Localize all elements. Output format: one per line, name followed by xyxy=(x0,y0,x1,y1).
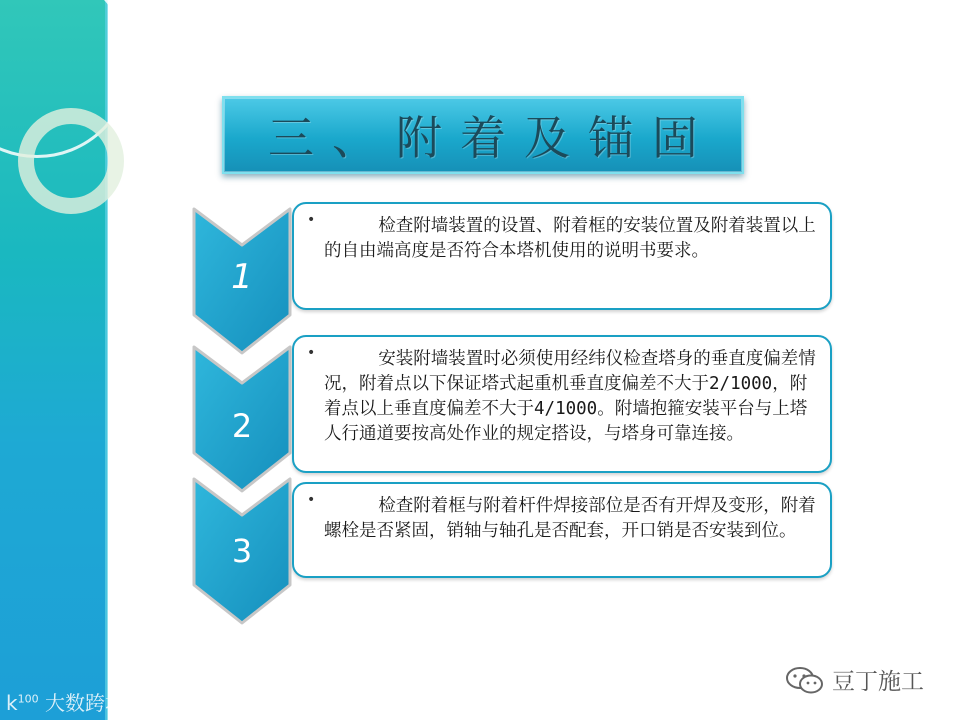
step-3-text: 检查附着框与附着杆件焊接部位是否有开焊及变形，附着螺栓是否紧固，销轴与轴孔是否配套，开口销是否安装到位。 xyxy=(324,496,816,541)
slide-title: 三、附着及锚固 xyxy=(268,111,716,165)
step-3-text-box xyxy=(292,482,832,578)
step-2-number: 2 xyxy=(231,407,253,445)
step-3-bullet: • xyxy=(307,492,316,508)
step-1-number: 1 xyxy=(231,257,253,297)
watermark-right-text: 豆丁施工 xyxy=(832,669,924,695)
step-3-number: 3 xyxy=(231,532,253,570)
step-1-bullet: • xyxy=(307,212,316,228)
step-1-text: 检查附墙装置的设置、附着框的安装位置及附着装置以上的自由端高度是否符合本塔机使用的说明书要求。 xyxy=(324,216,816,261)
wechat-icon xyxy=(784,665,826,695)
decorative-ring-small xyxy=(18,108,124,214)
watermark-left-text: 大数跨境 xyxy=(44,691,125,715)
watermark-right xyxy=(784,663,924,696)
k100-logo-icon: $k^{100}$ xyxy=(6,691,39,715)
step-2-text: 安装附墙装置时必须使用经纬仪检查塔身的垂直度偏差情况，附着点以下保证塔式起重机垂直度偏差不大于2/1000，附着点以上垂直度偏差不大于4/1000。附墙抱箍安装平台与上塔人行通道要按高处作业的规定搭设，与塔身可靠连接。 xyxy=(324,349,816,444)
title-banner xyxy=(222,96,744,174)
watermark-left xyxy=(6,687,125,716)
step-2-bullet: • xyxy=(307,345,316,361)
step-2-text-box xyxy=(292,335,832,473)
step-1-text-box xyxy=(292,202,832,310)
